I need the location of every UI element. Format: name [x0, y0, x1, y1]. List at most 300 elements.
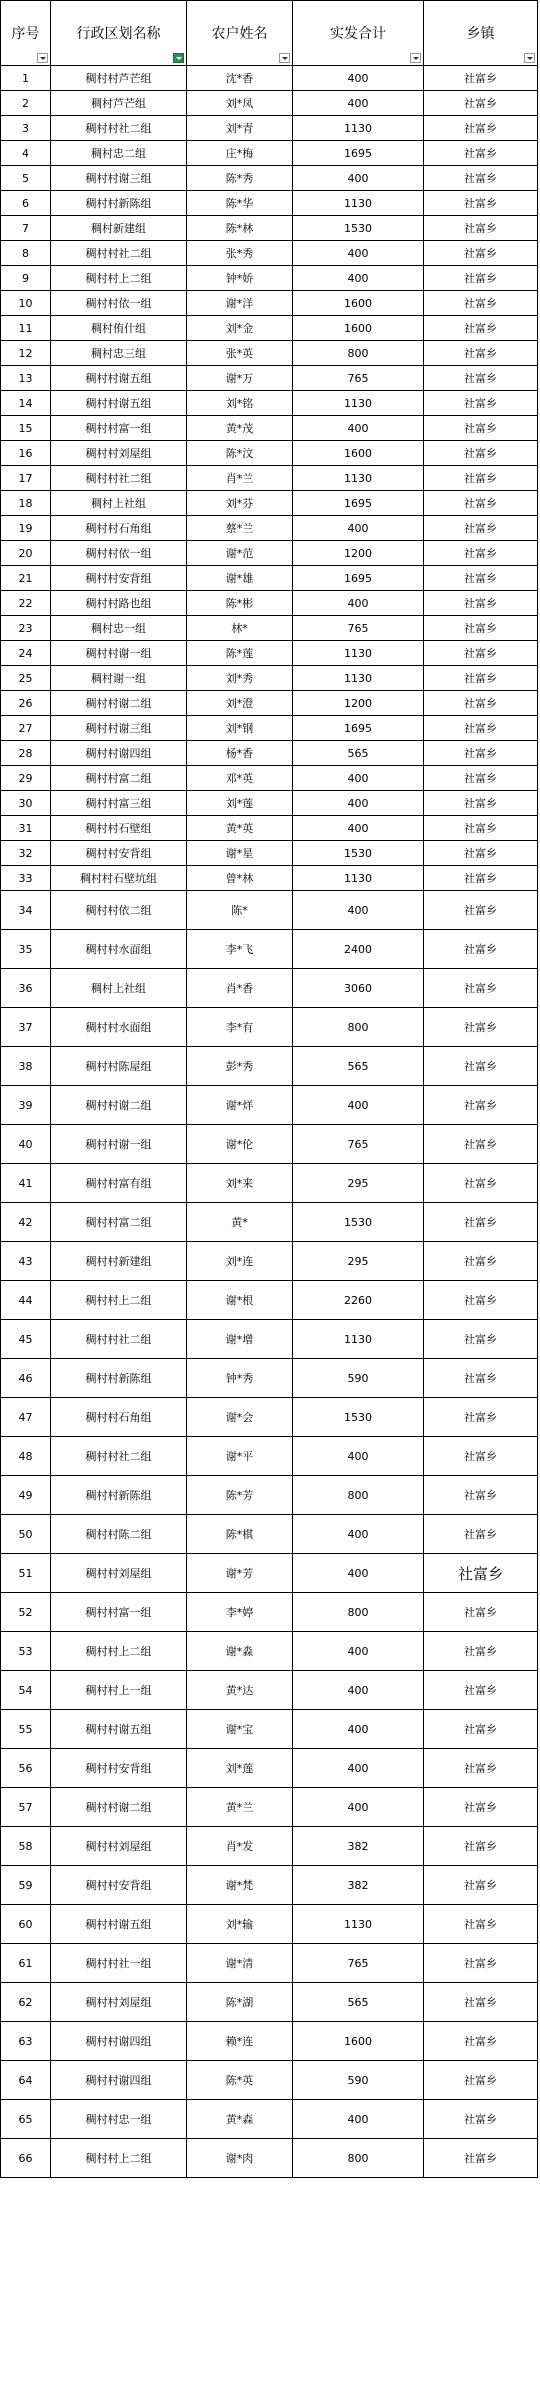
cell-division[interactable]: 稠村村富二组	[51, 766, 187, 791]
cell-amount[interactable]: 400	[293, 1710, 424, 1749]
cell-farmer-name[interactable]: 庄*梅	[187, 141, 293, 166]
cell-amount[interactable]: 1130	[293, 666, 424, 691]
cell-farmer-name[interactable]: 刘*青	[187, 116, 293, 141]
filter-dropdown-icon[interactable]	[37, 53, 48, 63]
cell-farmer-name[interactable]: 林*	[187, 616, 293, 641]
cell-farmer-name[interactable]: 谢*平	[187, 1437, 293, 1476]
cell-farmer-name[interactable]: 陈*汶	[187, 441, 293, 466]
cell-township[interactable]: 社富乡	[424, 969, 538, 1008]
cell-township[interactable]: 社富乡	[424, 1047, 538, 1086]
cell-serial[interactable]: 3	[1, 116, 51, 141]
cell-serial[interactable]: 25	[1, 666, 51, 691]
cell-amount[interactable]: 800	[293, 1008, 424, 1047]
cell-amount[interactable]: 1600	[293, 2022, 424, 2061]
cell-division[interactable]: 稠村村谢一组	[51, 1125, 187, 1164]
cell-township[interactable]: 社富乡	[424, 1203, 538, 1242]
cell-serial[interactable]: 12	[1, 341, 51, 366]
cell-serial[interactable]: 22	[1, 591, 51, 616]
cell-amount[interactable]: 400	[293, 891, 424, 930]
cell-amount[interactable]: 400	[293, 1632, 424, 1671]
cell-division[interactable]: 稠村村刘屋组	[51, 441, 187, 466]
cell-amount[interactable]: 400	[293, 1086, 424, 1125]
cell-farmer-name[interactable]: 黄*茂	[187, 416, 293, 441]
cell-farmer-name[interactable]: 刘*芬	[187, 491, 293, 516]
cell-amount[interactable]: 565	[293, 741, 424, 766]
cell-amount[interactable]: 400	[293, 1437, 424, 1476]
cell-division[interactable]: 稠村上社组	[51, 491, 187, 516]
cell-township[interactable]: 社富乡	[424, 666, 538, 691]
cell-amount[interactable]: 590	[293, 1359, 424, 1398]
cell-serial[interactable]: 14	[1, 391, 51, 416]
cell-division[interactable]: 稠村村石壁坑组	[51, 866, 187, 891]
cell-serial[interactable]: 44	[1, 1281, 51, 1320]
cell-amount[interactable]: 400	[293, 516, 424, 541]
cell-farmer-name[interactable]: 刘*连	[187, 1242, 293, 1281]
cell-serial[interactable]: 38	[1, 1047, 51, 1086]
cell-serial[interactable]: 32	[1, 841, 51, 866]
cell-amount[interactable]: 1130	[293, 641, 424, 666]
cell-farmer-name[interactable]: 陈*华	[187, 191, 293, 216]
cell-farmer-name[interactable]: 陈*莲	[187, 641, 293, 666]
cell-farmer-name[interactable]: 张*秀	[187, 241, 293, 266]
cell-township[interactable]: 社富乡	[424, 1983, 538, 2022]
cell-serial[interactable]: 33	[1, 866, 51, 891]
cell-division[interactable]: 稠村村安背组	[51, 1749, 187, 1788]
cell-amount[interactable]: 400	[293, 766, 424, 791]
cell-division[interactable]: 稠村村社二组	[51, 1437, 187, 1476]
cell-serial[interactable]: 9	[1, 266, 51, 291]
cell-township[interactable]: 社富乡	[424, 541, 538, 566]
cell-farmer-name[interactable]: 谢*万	[187, 366, 293, 391]
cell-farmer-name[interactable]: 谢*雄	[187, 566, 293, 591]
cell-farmer-name[interactable]: 刘*输	[187, 1905, 293, 1944]
cell-serial[interactable]: 54	[1, 1671, 51, 1710]
cell-serial[interactable]: 11	[1, 316, 51, 341]
cell-farmer-name[interactable]: 谢*洋	[187, 291, 293, 316]
cell-farmer-name[interactable]: 刘*钢	[187, 716, 293, 741]
cell-township[interactable]: 社富乡	[424, 1476, 538, 1515]
cell-division[interactable]: 稠村村水面组	[51, 1008, 187, 1047]
cell-amount[interactable]: 400	[293, 66, 424, 91]
cell-farmer-name[interactable]: 谢*清	[187, 1944, 293, 1983]
cell-division[interactable]: 稠村村谢二组	[51, 1788, 187, 1827]
cell-farmer-name[interactable]: 陈*芳	[187, 1476, 293, 1515]
cell-farmer-name[interactable]: 谢*肉	[187, 2139, 293, 2178]
cell-township[interactable]: 社富乡	[424, 2022, 538, 2061]
cell-serial[interactable]: 55	[1, 1710, 51, 1749]
cell-township[interactable]: 社富乡	[424, 1593, 538, 1632]
cell-township[interactable]: 社富乡	[424, 416, 538, 441]
cell-township[interactable]: 社富乡	[424, 891, 538, 930]
cell-township[interactable]: 社富乡	[424, 191, 538, 216]
cell-township[interactable]: 社富乡	[424, 341, 538, 366]
cell-division[interactable]: 稠村新建组	[51, 216, 187, 241]
cell-division[interactable]: 稠村村上二组	[51, 1632, 187, 1671]
cell-township[interactable]: 社富乡	[424, 616, 538, 641]
cell-township[interactable]: 社富乡	[424, 241, 538, 266]
cell-serial[interactable]: 62	[1, 1983, 51, 2022]
cell-amount[interactable]: 400	[293, 1515, 424, 1554]
cell-amount[interactable]: 2260	[293, 1281, 424, 1320]
cell-township[interactable]: 社富乡	[424, 66, 538, 91]
cell-farmer-name[interactable]: 陈*林	[187, 216, 293, 241]
cell-division[interactable]: 稠村村富有组	[51, 1164, 187, 1203]
cell-amount[interactable]: 1130	[293, 1320, 424, 1359]
cell-amount[interactable]: 400	[293, 241, 424, 266]
cell-township[interactable]: 社富乡	[424, 741, 538, 766]
cell-serial[interactable]: 23	[1, 616, 51, 641]
cell-serial[interactable]: 28	[1, 741, 51, 766]
cell-township[interactable]: 社富乡	[424, 1164, 538, 1203]
cell-amount[interactable]: 1695	[293, 716, 424, 741]
cell-division[interactable]: 稠村村依一组	[51, 541, 187, 566]
cell-serial[interactable]: 39	[1, 1086, 51, 1125]
cell-division[interactable]: 稠村村依二组	[51, 891, 187, 930]
cell-division[interactable]: 稠村村社一组	[51, 1944, 187, 1983]
cell-township[interactable]: 社富乡	[424, 1749, 538, 1788]
cell-division[interactable]: 稠村村谢四组	[51, 2022, 187, 2061]
cell-serial[interactable]: 41	[1, 1164, 51, 1203]
cell-township[interactable]: 社富乡	[424, 1788, 538, 1827]
cell-farmer-name[interactable]: 黄*	[187, 1203, 293, 1242]
cell-division[interactable]: 稠村村刘屋组	[51, 1983, 187, 2022]
cell-serial[interactable]: 50	[1, 1515, 51, 1554]
cell-amount[interactable]: 400	[293, 791, 424, 816]
cell-farmer-name[interactable]: 邓*英	[187, 766, 293, 791]
cell-township[interactable]: 社富乡	[424, 841, 538, 866]
filter-dropdown-icon[interactable]	[524, 53, 535, 63]
header-serial[interactable]: 序号	[1, 1, 51, 66]
cell-township[interactable]: 社富乡	[424, 141, 538, 166]
cell-farmer-name[interactable]: 陈*棋	[187, 1515, 293, 1554]
cell-serial[interactable]: 48	[1, 1437, 51, 1476]
cell-amount[interactable]: 1200	[293, 541, 424, 566]
filter-active-icon[interactable]	[173, 53, 184, 63]
cell-serial[interactable]: 21	[1, 566, 51, 591]
cell-township[interactable]: 社富乡	[424, 366, 538, 391]
cell-serial[interactable]: 36	[1, 969, 51, 1008]
cell-farmer-name[interactable]: 黄*英	[187, 816, 293, 841]
filter-dropdown-icon[interactable]	[410, 53, 421, 63]
cell-serial[interactable]: 45	[1, 1320, 51, 1359]
cell-amount[interactable]: 400	[293, 2100, 424, 2139]
cell-township[interactable]: 社富乡	[424, 1554, 538, 1593]
cell-serial[interactable]: 30	[1, 791, 51, 816]
header-township[interactable]: 乡镇	[424, 1, 538, 66]
cell-amount[interactable]: 3060	[293, 969, 424, 1008]
cell-serial[interactable]: 52	[1, 1593, 51, 1632]
cell-serial[interactable]: 26	[1, 691, 51, 716]
cell-division[interactable]: 稠村村富二组	[51, 1203, 187, 1242]
cell-serial[interactable]: 7	[1, 216, 51, 241]
cell-township[interactable]: 社富乡	[424, 1086, 538, 1125]
cell-farmer-name[interactable]: 刘*澄	[187, 691, 293, 716]
cell-division[interactable]: 稠村村谢五组	[51, 1710, 187, 1749]
cell-township[interactable]: 社富乡	[424, 1281, 538, 1320]
cell-township[interactable]: 社富乡	[424, 1398, 538, 1437]
cell-amount[interactable]: 400	[293, 591, 424, 616]
cell-township[interactable]: 社富乡	[424, 2061, 538, 2100]
header-division[interactable]: 行政区划名称	[51, 1, 187, 66]
cell-serial[interactable]: 43	[1, 1242, 51, 1281]
cell-serial[interactable]: 53	[1, 1632, 51, 1671]
cell-serial[interactable]: 6	[1, 191, 51, 216]
cell-division[interactable]: 稠村忠一组	[51, 616, 187, 641]
cell-serial[interactable]: 8	[1, 241, 51, 266]
cell-division[interactable]: 稠村村谢一组	[51, 641, 187, 666]
cell-township[interactable]: 社富乡	[424, 1320, 538, 1359]
cell-farmer-name[interactable]: 陈*秀	[187, 166, 293, 191]
cell-township[interactable]: 社富乡	[424, 266, 538, 291]
cell-division[interactable]: 稠村村新陈组	[51, 191, 187, 216]
header-farmer-name[interactable]: 农户姓名	[187, 1, 293, 66]
cell-township[interactable]: 社富乡	[424, 1008, 538, 1047]
cell-amount[interactable]: 800	[293, 1593, 424, 1632]
cell-serial[interactable]: 42	[1, 1203, 51, 1242]
cell-farmer-name[interactable]: 李*婷	[187, 1593, 293, 1632]
cell-farmer-name[interactable]: 钟*秀	[187, 1359, 293, 1398]
cell-amount[interactable]: 1600	[293, 291, 424, 316]
cell-township[interactable]: 社富乡	[424, 791, 538, 816]
cell-farmer-name[interactable]: 蔡*兰	[187, 516, 293, 541]
cell-division[interactable]: 稠村侑什组	[51, 316, 187, 341]
cell-amount[interactable]: 800	[293, 341, 424, 366]
cell-serial[interactable]: 31	[1, 816, 51, 841]
cell-division[interactable]: 稠村村安背组	[51, 566, 187, 591]
cell-amount[interactable]: 765	[293, 1125, 424, 1164]
cell-serial[interactable]: 34	[1, 891, 51, 930]
cell-serial[interactable]: 59	[1, 1866, 51, 1905]
cell-division[interactable]: 稠村村社二组	[51, 116, 187, 141]
cell-farmer-name[interactable]: 谢*范	[187, 541, 293, 566]
cell-township[interactable]: 社富乡	[424, 466, 538, 491]
cell-division[interactable]: 稠村村上二组	[51, 1281, 187, 1320]
cell-amount[interactable]: 590	[293, 2061, 424, 2100]
cell-farmer-name[interactable]: 黄*达	[187, 1671, 293, 1710]
cell-serial[interactable]: 24	[1, 641, 51, 666]
cell-serial[interactable]: 47	[1, 1398, 51, 1437]
cell-division[interactable]: 稠村村谢二组	[51, 1086, 187, 1125]
cell-division[interactable]: 稠村忠三组	[51, 341, 187, 366]
cell-serial[interactable]: 58	[1, 1827, 51, 1866]
cell-farmer-name[interactable]: 曾*林	[187, 866, 293, 891]
cell-farmer-name[interactable]: 谢*淼	[187, 1632, 293, 1671]
cell-township[interactable]: 社富乡	[424, 166, 538, 191]
cell-farmer-name[interactable]: 陈*湖	[187, 1983, 293, 2022]
cell-amount[interactable]: 1530	[293, 216, 424, 241]
cell-township[interactable]: 社富乡	[424, 1359, 538, 1398]
cell-amount[interactable]: 2400	[293, 930, 424, 969]
cell-farmer-name[interactable]: 刘*秀	[187, 666, 293, 691]
cell-serial[interactable]: 61	[1, 1944, 51, 1983]
cell-division[interactable]: 稠村村芦芒组	[51, 66, 187, 91]
cell-township[interactable]: 社富乡	[424, 691, 538, 716]
cell-amount[interactable]: 400	[293, 91, 424, 116]
cell-township[interactable]: 社富乡	[424, 866, 538, 891]
cell-township[interactable]: 社富乡	[424, 1632, 538, 1671]
cell-township[interactable]: 社富乡	[424, 2100, 538, 2139]
cell-township[interactable]: 社富乡	[424, 566, 538, 591]
cell-amount[interactable]: 400	[293, 816, 424, 841]
cell-amount[interactable]: 1130	[293, 1905, 424, 1944]
cell-serial[interactable]: 13	[1, 366, 51, 391]
cell-amount[interactable]: 1600	[293, 316, 424, 341]
cell-township[interactable]: 社富乡	[424, 216, 538, 241]
cell-amount[interactable]: 400	[293, 1554, 424, 1593]
cell-serial[interactable]: 56	[1, 1749, 51, 1788]
cell-division[interactable]: 稠村村富一组	[51, 416, 187, 441]
cell-township[interactable]: 社富乡	[424, 116, 538, 141]
cell-division[interactable]: 稠村村新陈组	[51, 1359, 187, 1398]
cell-farmer-name[interactable]: 钟*娇	[187, 266, 293, 291]
cell-township[interactable]: 社富乡	[424, 291, 538, 316]
cell-serial[interactable]: 65	[1, 2100, 51, 2139]
cell-serial[interactable]: 66	[1, 2139, 51, 2178]
cell-farmer-name[interactable]: 张*英	[187, 341, 293, 366]
cell-township[interactable]: 社富乡	[424, 1671, 538, 1710]
cell-amount[interactable]: 382	[293, 1827, 424, 1866]
cell-farmer-name[interactable]: 杨*香	[187, 741, 293, 766]
cell-division[interactable]: 稠村村谢三组	[51, 166, 187, 191]
cell-amount[interactable]: 295	[293, 1164, 424, 1203]
cell-serial[interactable]: 29	[1, 766, 51, 791]
header-amount[interactable]: 实发合计	[293, 1, 424, 66]
cell-farmer-name[interactable]: 沈*香	[187, 66, 293, 91]
cell-division[interactable]: 稠村村上二组	[51, 2139, 187, 2178]
cell-farmer-name[interactable]: 李*飞	[187, 930, 293, 969]
cell-serial[interactable]: 49	[1, 1476, 51, 1515]
cell-farmer-name[interactable]: 谢*烊	[187, 1086, 293, 1125]
cell-amount[interactable]: 565	[293, 1983, 424, 2022]
cell-township[interactable]: 社富乡	[424, 1242, 538, 1281]
cell-division[interactable]: 稠村谢一组	[51, 666, 187, 691]
cell-serial[interactable]: 35	[1, 930, 51, 969]
cell-amount[interactable]: 400	[293, 1788, 424, 1827]
cell-township[interactable]: 社富乡	[424, 1944, 538, 1983]
cell-farmer-name[interactable]: 谢*梵	[187, 1866, 293, 1905]
cell-amount[interactable]: 800	[293, 1476, 424, 1515]
cell-amount[interactable]: 400	[293, 266, 424, 291]
cell-township[interactable]: 社富乡	[424, 2139, 538, 2178]
cell-serial[interactable]: 19	[1, 516, 51, 541]
cell-division[interactable]: 稠村村依一组	[51, 291, 187, 316]
cell-farmer-name[interactable]: 谢*芳	[187, 1554, 293, 1593]
cell-township[interactable]: 社富乡	[424, 391, 538, 416]
cell-amount[interactable]: 400	[293, 166, 424, 191]
cell-serial[interactable]: 18	[1, 491, 51, 516]
cell-farmer-name[interactable]: 谢*会	[187, 1398, 293, 1437]
cell-farmer-name[interactable]: 赖*连	[187, 2022, 293, 2061]
cell-township[interactable]: 社富乡	[424, 316, 538, 341]
cell-division[interactable]: 稠村村富三组	[51, 791, 187, 816]
cell-farmer-name[interactable]: 陈*	[187, 891, 293, 930]
cell-serial[interactable]: 16	[1, 441, 51, 466]
cell-amount[interactable]: 1200	[293, 691, 424, 716]
cell-division[interactable]: 稠村村上二组	[51, 266, 187, 291]
cell-farmer-name[interactable]: 彭*秀	[187, 1047, 293, 1086]
cell-division[interactable]: 稠村村上一组	[51, 1671, 187, 1710]
cell-amount[interactable]: 1530	[293, 1203, 424, 1242]
cell-amount[interactable]: 1600	[293, 441, 424, 466]
cell-division[interactable]: 稠村村新陈组	[51, 1476, 187, 1515]
cell-division[interactable]: 稠村村安背组	[51, 841, 187, 866]
cell-serial[interactable]: 51	[1, 1554, 51, 1593]
cell-amount[interactable]: 400	[293, 1749, 424, 1788]
cell-township[interactable]: 社富乡	[424, 1827, 538, 1866]
cell-division[interactable]: 稠村村安背组	[51, 1866, 187, 1905]
cell-farmer-name[interactable]: 刘*金	[187, 316, 293, 341]
cell-serial[interactable]: 17	[1, 466, 51, 491]
cell-amount[interactable]: 1530	[293, 841, 424, 866]
cell-division[interactable]: 稠村村新建组	[51, 1242, 187, 1281]
cell-division[interactable]: 稠村村刘屋组	[51, 1827, 187, 1866]
cell-serial[interactable]: 2	[1, 91, 51, 116]
cell-farmer-name[interactable]: 刘*铭	[187, 391, 293, 416]
cell-division[interactable]: 稠村村谢五组	[51, 391, 187, 416]
cell-township[interactable]: 社富乡	[424, 1125, 538, 1164]
cell-farmer-name[interactable]: 黄*兰	[187, 1788, 293, 1827]
cell-township[interactable]: 社富乡	[424, 1866, 538, 1905]
cell-serial[interactable]: 37	[1, 1008, 51, 1047]
cell-division[interactable]: 稠村村谢四组	[51, 741, 187, 766]
cell-amount[interactable]: 565	[293, 1047, 424, 1086]
cell-serial[interactable]: 10	[1, 291, 51, 316]
cell-township[interactable]: 社富乡	[424, 1437, 538, 1476]
cell-township[interactable]: 社富乡	[424, 1710, 538, 1749]
cell-serial[interactable]: 46	[1, 1359, 51, 1398]
cell-farmer-name[interactable]: 谢*宝	[187, 1710, 293, 1749]
cell-township[interactable]: 社富乡	[424, 930, 538, 969]
cell-amount[interactable]: 400	[293, 416, 424, 441]
cell-serial[interactable]: 64	[1, 2061, 51, 2100]
cell-farmer-name[interactable]: 谢*根	[187, 1281, 293, 1320]
cell-farmer-name[interactable]: 陈*彬	[187, 591, 293, 616]
cell-division[interactable]: 稠村村水面组	[51, 930, 187, 969]
cell-serial[interactable]: 5	[1, 166, 51, 191]
cell-amount[interactable]: 765	[293, 616, 424, 641]
cell-serial[interactable]: 63	[1, 2022, 51, 2061]
cell-amount[interactable]: 1695	[293, 491, 424, 516]
cell-township[interactable]: 社富乡	[424, 491, 538, 516]
cell-township[interactable]: 社富乡	[424, 816, 538, 841]
cell-township[interactable]: 社富乡	[424, 1905, 538, 1944]
cell-farmer-name[interactable]: 肖*发	[187, 1827, 293, 1866]
cell-division[interactable]: 稠村村陈屋组	[51, 1047, 187, 1086]
cell-serial[interactable]: 27	[1, 716, 51, 741]
cell-division[interactable]: 稠村村路也组	[51, 591, 187, 616]
cell-division[interactable]: 稠村村谢二组	[51, 691, 187, 716]
cell-serial[interactable]: 4	[1, 141, 51, 166]
cell-township[interactable]: 社富乡	[424, 91, 538, 116]
cell-division[interactable]: 稠村村刘屋组	[51, 1554, 187, 1593]
cell-division[interactable]: 稠村村社二组	[51, 1320, 187, 1359]
cell-amount[interactable]: 1130	[293, 866, 424, 891]
cell-division[interactable]: 稠村村谢五组	[51, 1905, 187, 1944]
cell-township[interactable]: 社富乡	[424, 516, 538, 541]
cell-division[interactable]: 稠村村社二组	[51, 241, 187, 266]
cell-serial[interactable]: 57	[1, 1788, 51, 1827]
cell-farmer-name[interactable]: 谢*伦	[187, 1125, 293, 1164]
cell-division[interactable]: 稠村村石壁组	[51, 816, 187, 841]
cell-division[interactable]: 稠村村富一组	[51, 1593, 187, 1632]
cell-township[interactable]: 社富乡	[424, 716, 538, 741]
cell-division[interactable]: 稠村上社组	[51, 969, 187, 1008]
cell-division[interactable]: 稠村村谢三组	[51, 716, 187, 741]
cell-farmer-name[interactable]: 陈*英	[187, 2061, 293, 2100]
cell-serial[interactable]: 20	[1, 541, 51, 566]
cell-township[interactable]: 社富乡	[424, 441, 538, 466]
cell-amount[interactable]: 1130	[293, 116, 424, 141]
